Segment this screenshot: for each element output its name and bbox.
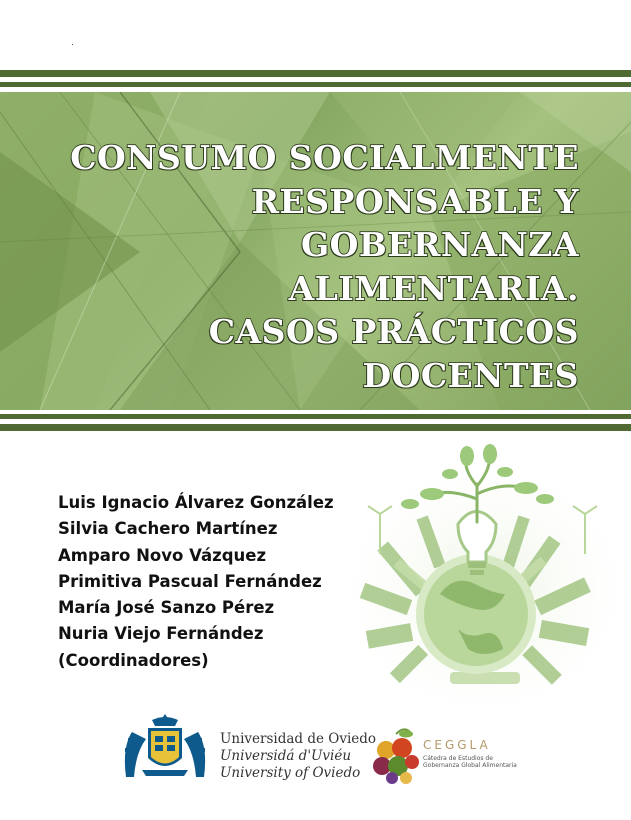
- title-line: GOBERNANZA: [300, 225, 579, 264]
- top-stripe: [0, 70, 631, 77]
- top-stripe: [0, 82, 631, 87]
- ceggla-fruit-logo-icon: [372, 728, 420, 784]
- bottom-stripe: [0, 424, 631, 431]
- title-line: CONSUMO SOCIALMENTE: [70, 138, 579, 177]
- author-name: Primitiva Pascual Fernández: [58, 571, 322, 591]
- author-name: María José Sanzo Pérez: [58, 598, 275, 618]
- speck: [72, 44, 73, 45]
- ceggla-subtitle: [423, 755, 533, 769]
- university-name: [220, 731, 376, 782]
- author-list: [58, 490, 334, 674]
- title-line: ALIMENTARIA.: [288, 268, 579, 308]
- university-name-en: University of Oviedo: [220, 765, 361, 781]
- university-crest-icon: [120, 712, 210, 782]
- university-name-ast: Universidá d'Uviéu: [220, 748, 352, 764]
- coordinators-note: (Coordinadores): [58, 650, 209, 670]
- ceggla-name: CEGGLA: [423, 738, 491, 752]
- university-name-es: Universidad de Oviedo: [220, 731, 377, 747]
- bottom-stripe: [0, 414, 631, 419]
- author-name: Luis Ignacio Álvarez González: [58, 493, 334, 512]
- title-line: RESPONSABLE Y: [251, 181, 579, 221]
- author-name: Silvia Cachero Martínez: [58, 519, 278, 539]
- eco-city-illustration: [340, 444, 631, 706]
- ceggla-subtitle-line: Cátedra de Estudios de: [423, 755, 493, 762]
- book-title: [19, 136, 579, 397]
- title-line: CASOS PRÁCTICOS: [208, 312, 579, 351]
- author-name: Amparo Novo Vázquez: [58, 545, 267, 565]
- author-name: Nuria Viejo Fernández: [58, 624, 264, 644]
- title-line: DOCENTES: [362, 355, 579, 395]
- ceggla-subtitle-line: Gobernanza Global Alimentaria: [423, 762, 517, 769]
